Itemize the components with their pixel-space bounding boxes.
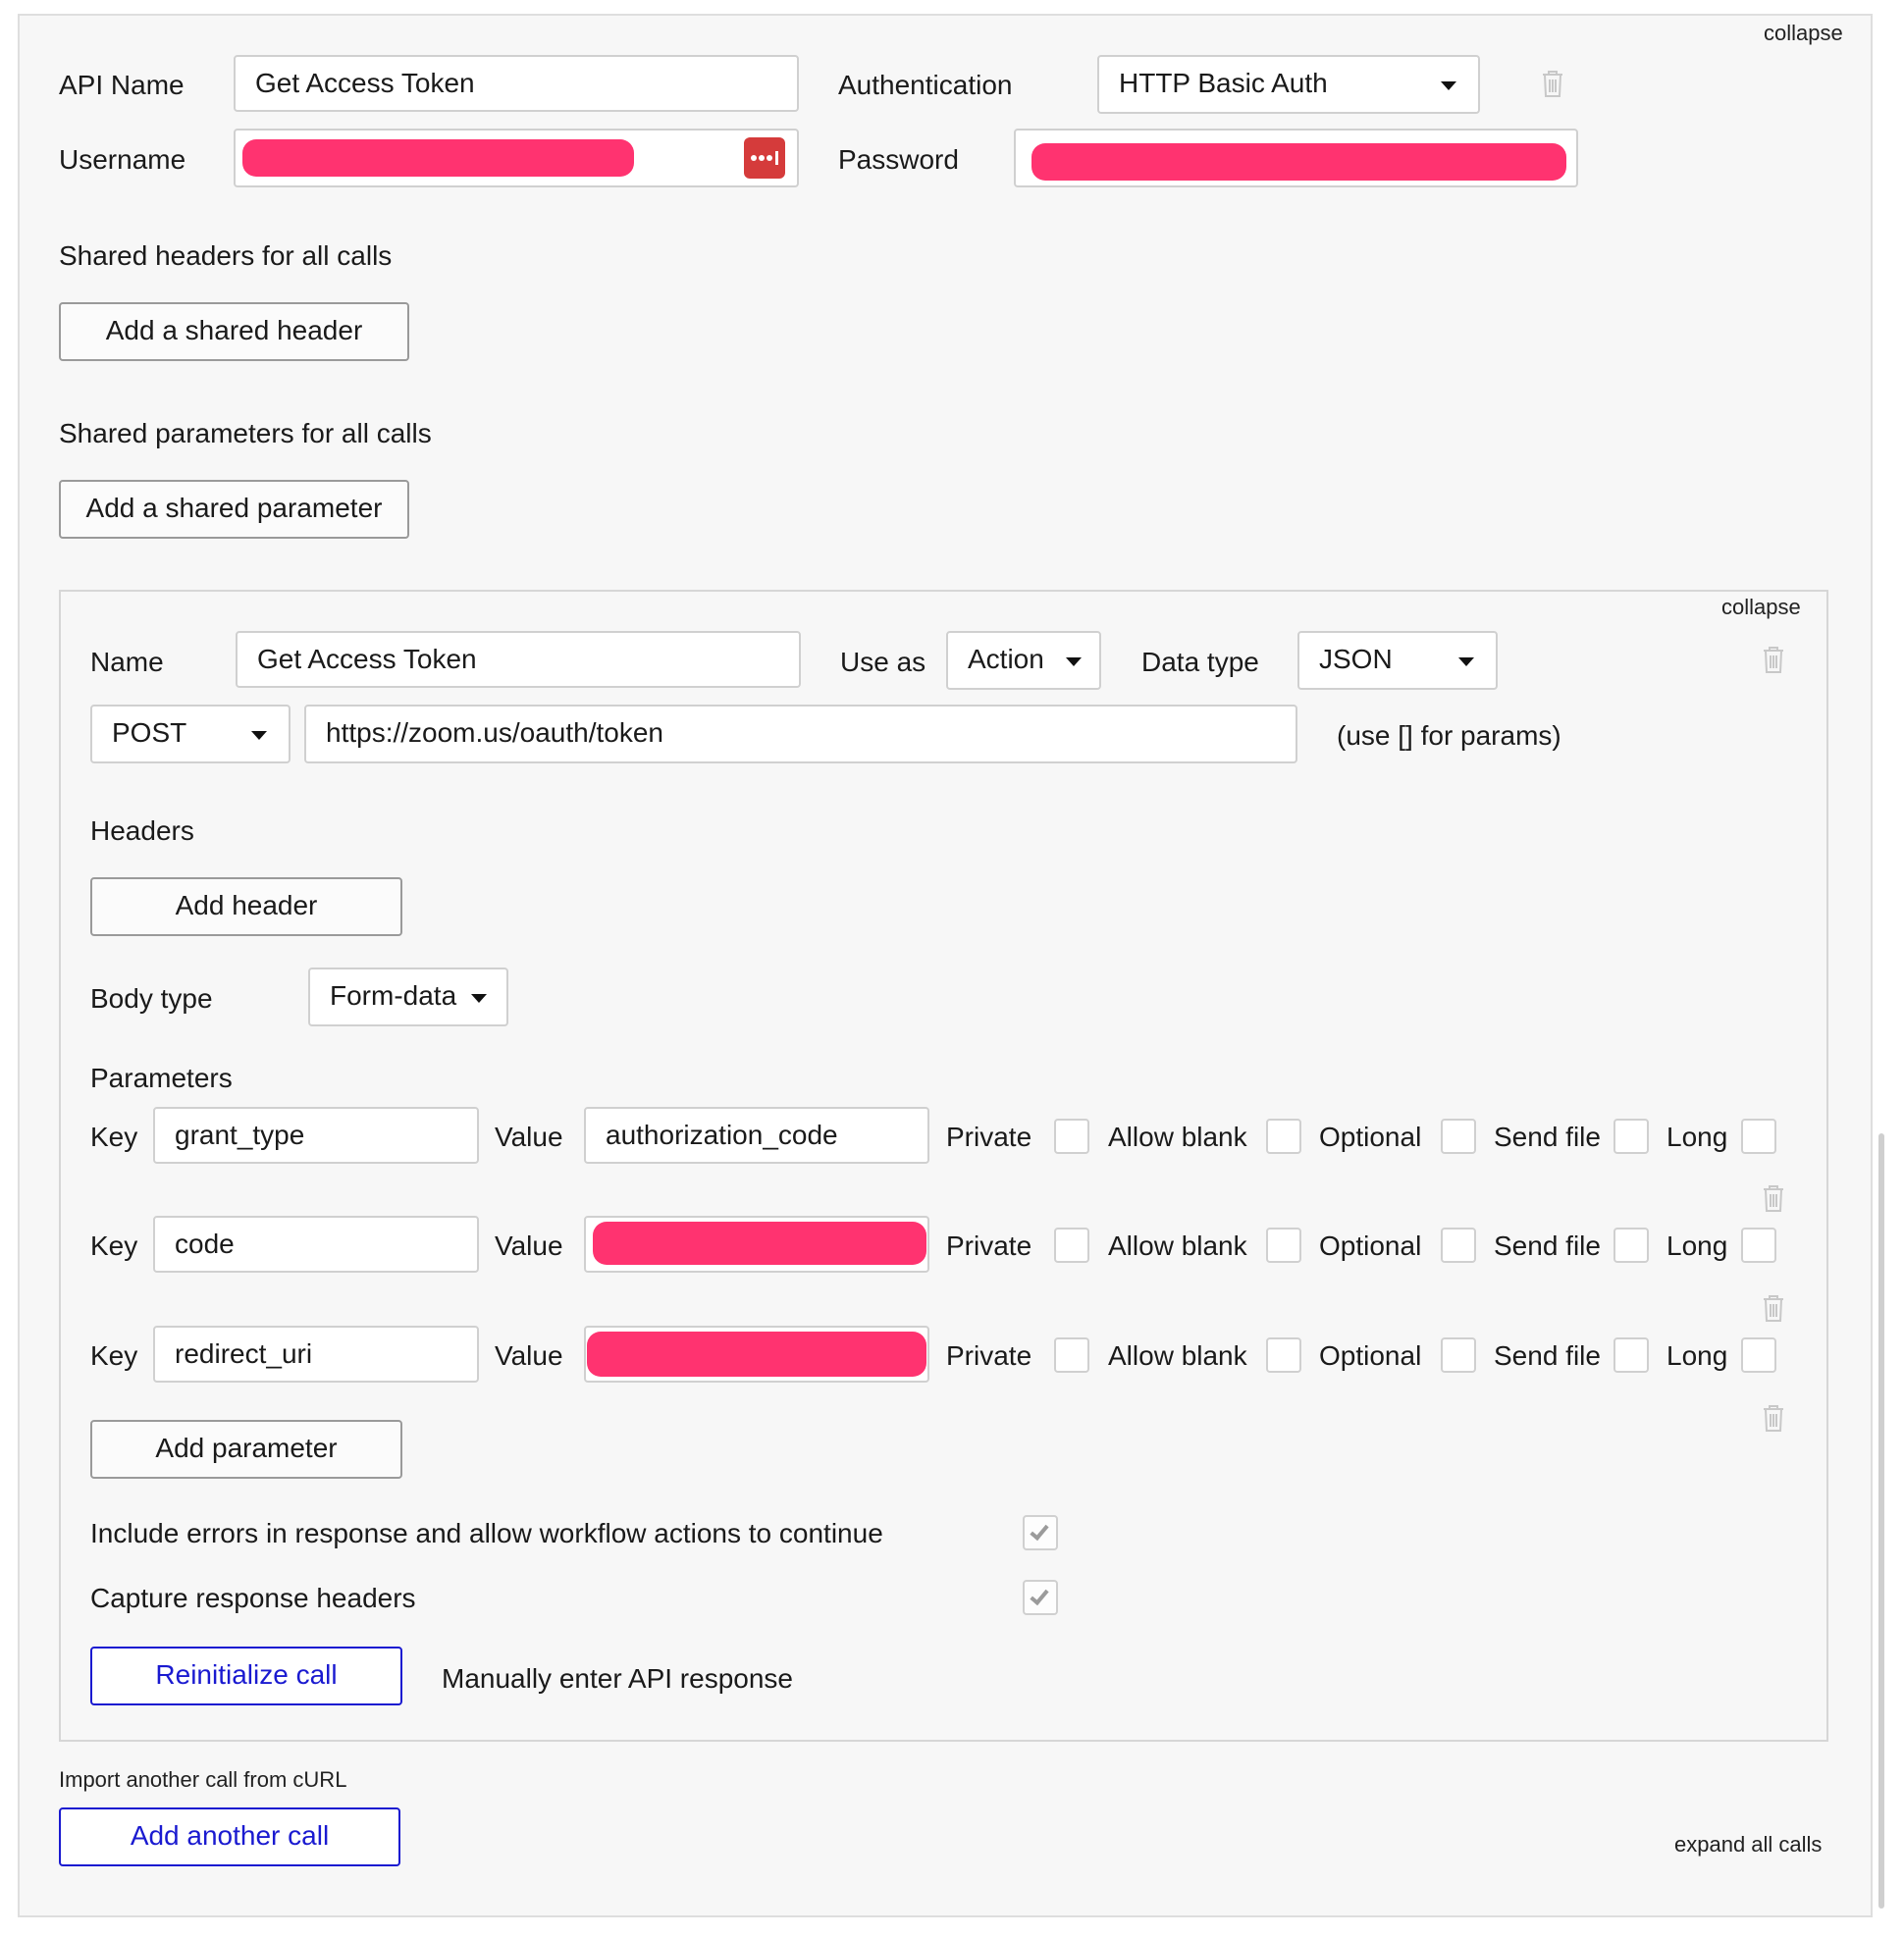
password-manager-icon[interactable] [744,137,785,179]
shared-headers-label: Shared headers for all calls [59,240,393,271]
chevron-down-icon [1458,657,1474,666]
send-file-checkbox[interactable] [1613,1228,1649,1263]
optional-label: Optional [1319,1122,1422,1152]
add-shared-header-button[interactable]: Add a shared header [59,302,409,361]
optional-checkbox[interactable] [1441,1119,1476,1154]
import-curl-link[interactable]: Import another call from cURL [59,1767,347,1792]
trash-icon[interactable] [1761,1293,1786,1323]
checkmark-icon [1030,1586,1048,1605]
send-file-label: Send file [1494,1340,1601,1371]
data-type-value: JSON [1319,644,1393,674]
api-name-label: API Name [59,70,185,100]
redacted-value [587,1332,926,1377]
optional-label: Optional [1319,1230,1422,1261]
authentication-label: Authentication [838,70,1013,100]
capture-headers-label: Capture response headers [90,1583,416,1613]
chevron-down-icon [471,994,487,1003]
redacted-username [242,139,634,177]
value-label: Value [495,1122,563,1152]
username-label: Username [59,144,186,175]
add-another-call-button[interactable]: Add another call [59,1807,400,1866]
allow-blank-checkbox[interactable] [1266,1228,1301,1263]
long-label: Long [1666,1230,1728,1261]
include-errors-label: Include errors in response and allow workflow actions to continue [90,1518,883,1548]
trash-icon[interactable] [1761,645,1786,674]
allow-blank-label: Allow blank [1108,1340,1247,1371]
expand-all-calls-link[interactable]: expand all calls [1674,1832,1823,1857]
send-file-checkbox[interactable] [1613,1337,1649,1373]
password-dots-icon [744,137,785,179]
long-checkbox[interactable] [1741,1337,1776,1373]
reinitialize-call-button[interactable]: Reinitialize call [90,1647,402,1705]
body-type-value: Form-data [330,980,457,1011]
allow-blank-checkbox[interactable] [1266,1119,1301,1154]
authentication-select[interactable] [1097,55,1480,114]
chevron-down-icon [251,731,267,740]
redacted-password [1031,143,1566,181]
optional-label: Optional [1319,1340,1422,1371]
private-checkbox[interactable] [1054,1228,1089,1263]
include-errors-checkbox[interactable] [1023,1515,1058,1550]
api-collapse-link[interactable]: collapse [1764,21,1843,45]
data-type-select[interactable] [1297,631,1498,690]
body-type-select[interactable] [308,968,508,1026]
allow-blank-checkbox[interactable] [1266,1337,1301,1373]
checkmark-icon [1030,1521,1048,1541]
param-key-input[interactable]: code [153,1216,479,1273]
redacted-value [593,1222,926,1265]
parameters-label: Parameters [90,1063,233,1093]
trash-icon[interactable] [1540,69,1565,98]
add-shared-parameter-button[interactable]: Add a shared parameter [59,480,409,539]
body-type-label: Body type [90,983,213,1014]
data-type-label: Data type [1141,647,1259,677]
authentication-value: HTTP Basic Auth [1119,68,1328,98]
chevron-down-icon [1066,657,1082,666]
trash-icon[interactable] [1761,1403,1786,1433]
use-as-value: Action [968,644,1044,674]
shared-parameters-label: Shared parameters for all calls [59,418,432,448]
headers-label: Headers [90,815,194,846]
long-label: Long [1666,1122,1728,1152]
private-checkbox[interactable] [1054,1119,1089,1154]
private-label: Private [946,1122,1032,1152]
key-label: Key [90,1340,138,1371]
scrollbar[interactable] [1878,1133,1884,1909]
private-label: Private [946,1230,1032,1261]
allow-blank-label: Allow blank [1108,1122,1247,1152]
method-select[interactable] [90,705,291,763]
call-collapse-link[interactable]: collapse [1721,595,1801,619]
send-file-label: Send file [1494,1230,1601,1261]
password-label: Password [838,144,959,175]
param-key-input[interactable]: redirect_uri [153,1326,479,1383]
key-label: Key [90,1230,138,1261]
api-name-input[interactable]: Get Access Token [234,55,799,112]
key-label: Key [90,1122,138,1152]
param-value-input[interactable]: authorization_code [584,1107,929,1164]
send-file-label: Send file [1494,1122,1601,1152]
long-checkbox[interactable] [1741,1119,1776,1154]
allow-blank-label: Allow blank [1108,1230,1247,1261]
optional-checkbox[interactable] [1441,1228,1476,1263]
long-checkbox[interactable] [1741,1228,1776,1263]
long-label: Long [1666,1340,1728,1371]
manually-enter-response-link[interactable]: Manually enter API response [442,1663,793,1694]
trash-icon[interactable] [1761,1183,1786,1213]
capture-headers-checkbox[interactable] [1023,1580,1058,1615]
url-input[interactable]: https://zoom.us/oauth/token [304,705,1297,763]
private-checkbox[interactable] [1054,1337,1089,1373]
send-file-checkbox[interactable] [1613,1119,1649,1154]
url-hint: (use [] for params) [1337,720,1561,751]
method-value: POST [112,717,187,748]
add-header-button[interactable]: Add header [90,877,402,936]
add-parameter-button[interactable]: Add parameter [90,1420,402,1479]
private-label: Private [946,1340,1032,1371]
param-key-input[interactable]: grant_type [153,1107,479,1164]
value-label: Value [495,1340,563,1371]
use-as-select[interactable] [946,631,1101,690]
call-name-input[interactable]: Get Access Token [236,631,801,688]
chevron-down-icon [1441,81,1456,90]
call-name-label: Name [90,647,164,677]
value-label: Value [495,1230,563,1261]
optional-checkbox[interactable] [1441,1337,1476,1373]
use-as-label: Use as [840,647,926,677]
